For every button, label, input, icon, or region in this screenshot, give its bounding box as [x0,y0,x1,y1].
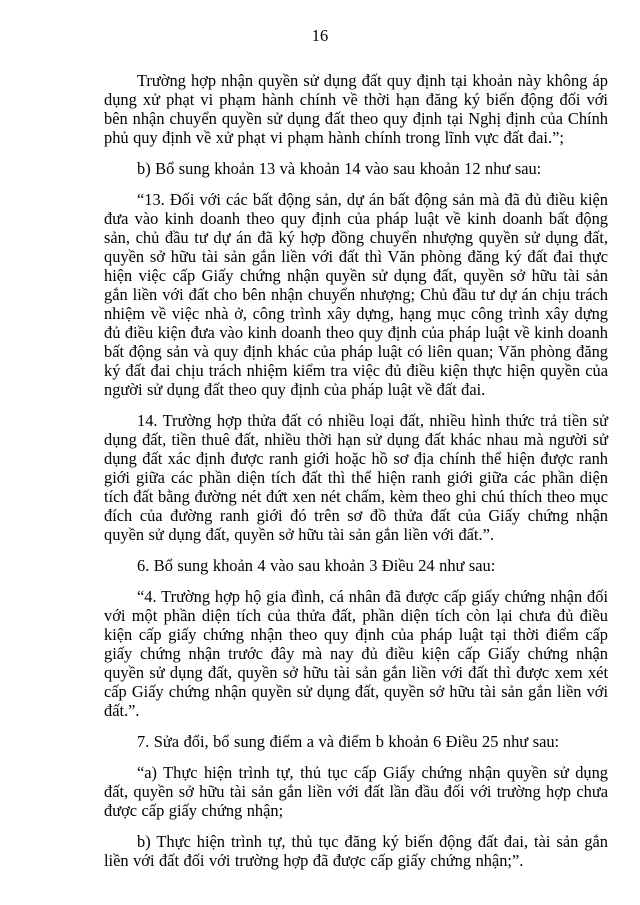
document-body [104,71,608,882]
paragraph-item-7-intro: 7. Sửa đổi, bổ sung điểm a và điểm b khoản 6 Điều 25 như sau: [137,732,560,751]
paragraph-khoan-13: “13. Đối với các bất động sản, dự án bất động sản mà đã đủ điều kiện đưa vào kinh doanh theo quy định của pháp luật về kinh doanh bất động sản, chủ đầu tư dự án đã ký hợp đồng chuyển nhượng quyền sử dụng đất, quyền sở hữu tài sản gắn liền với đất thì Văn phòng đăng ký đất đai thực hiện việc cấp Giấy chứng nhận quyền sử dụng đất, quyền sở hữu tài sản gắn liền với đất cho bên nhận chuyển nhượng; Chủ đầu tư dự án chịu trách nhiệm về việc nhà ở, công trình xây dựng, hạng mục công trình xây dựng đủ điều kiện đưa vào kinh doanh theo quy định của pháp luật về kinh doanh bất động sản và quy định khác của pháp luật có liên quan; Văn phòng đăng ký đất đai chịu trách nhiệm kiểm tra việc đủ điều kiện thực hiện quyền của người sử dụng đất theo quy định của pháp luật về đất đai. [104,190,608,399]
paragraph-point-a-dieu-25: “a) Thực hiện trình tự, thủ tục cấp Giấy chứng nhận quyền sử dụng đất, quyền sở hữu tài sản gắn liền với đất lần đầu đối với trường hợp chưa được cấp giấy chứng nhận; [104,763,608,820]
paragraph-point-b-dieu-25: b) Thực hiện trình tự, thủ tục đăng ký biến động đất đai, tài sản gắn liền với đất đối với trường hợp đã được cấp giấy chứng nhận;”. [104,832,608,870]
paragraph-khoan-12-closing: Trường hợp nhận quyền sử dụng đất quy định tại khoản này không áp dụng xử phạt vi phạm hành chính về thời hạn đăng ký biến động đối với bên nhận chuyển quyền sử dụng đất theo quy định tại Nghị định của Chính phủ quy định về xử phạt vi phạm hành chính trong lĩnh vực đất đai.”; [104,71,608,147]
paragraph-khoan-14: 14. Trường hợp thửa đất có nhiều loại đất, nhiều hình thức trả tiền sử dụng đất, tiền thuê đất, nhiều thời hạn sử dụng đất khác nhau mà người sử dụng đất xác định được ranh giới hoặc hồ sơ địa chính thể hiện được ranh giới giữa các phần diện tích đất thì thể hiện ranh giới giữa các phần diện tích đất bằng đường nét đứt xen nét chấm, kèm theo ghi chú thích theo mục đích của đường ranh giới đó trên sơ đồ thửa đất của Giấy chứng nhận quyền sử dụng đất, quyền sở hữu tài sản gắn liền với đất.”. [104,411,608,544]
paragraph-item-6-intro: 6. Bổ sung khoản 4 vào sau khoản 3 Điều 24 như sau: [137,556,496,575]
page-number: 16 [311,26,329,45]
paragraph-khoan-4-dieu-24: “4. Trường hợp hộ gia đình, cá nhân đã được cấp giấy chứng nhận đối với một phần diện tích của thửa đất, phần diện tích còn lại chưa đủ điều kiện cấp giấy chứng nhận theo quy định của pháp luật tại thời điểm cấp giấy chứng nhận trước đây mà nay đủ điều kiện cấp Giấy chứng nhận quyền sử dụng đất, quyền sở hữu tài sản gắn liền với đất thì được xem xét cấp Giấy chứng nhận quyền sử dụng đất, quyền sở hữu tài sản gắn liền với đất.”. [104,587,608,720]
paragraph-point-b-intro: b) Bổ sung khoản 13 và khoản 14 vào sau khoản 12 như sau: [137,159,542,178]
